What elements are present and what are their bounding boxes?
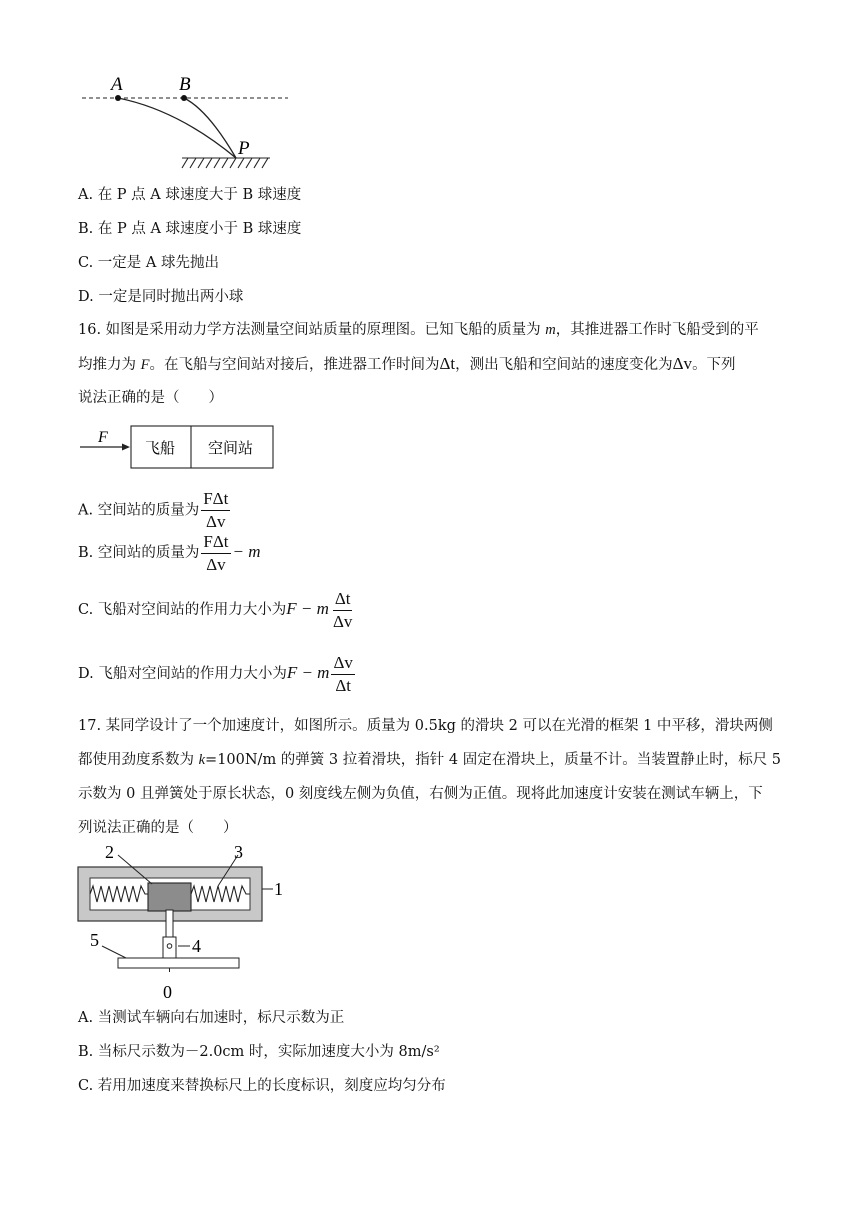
q16-option-b[interactable]: B. 空间站的质量为 $\frac{\text{FΔt}}{\Delta v}$ − m (78, 531, 261, 574)
label-5: 5 (90, 930, 99, 950)
label-0: 0 (163, 982, 172, 1002)
trajectory-figure (78, 70, 298, 175)
q17-option-c[interactable]: C. 若用加速度来替换标尺上的长度标识，刻度应均匀分布 (78, 1078, 446, 1094)
q15-option-d[interactable]: D. 一定是同时抛出两小球 (78, 289, 244, 305)
force-label: F (98, 429, 108, 446)
pointer-rod (166, 910, 173, 938)
q17-stem-line2: 都使用劲度系数为 k=100N/m 的弹簧 3 拉着滑块，指针 4 固定在滑块上，质量不计。当装置静止时，标尺 5 (78, 752, 782, 768)
label-b: B (179, 74, 191, 95)
q15-option-c[interactable]: C. 一定是 A 球先抛出 (78, 255, 219, 271)
q16-option-c[interactable]: C. 飞船对空间站的作用力大小为F − m $\frac{\Delta t}{\Delta v}$ (78, 588, 353, 631)
label-1: 1 (274, 879, 283, 899)
q15-option-b[interactable]: B. 在 P 点 A 球速度小于 B 球速度 (78, 221, 302, 237)
q15-option-a[interactable]: A. 在 P 点 A 球速度大于 B 球速度 (78, 187, 302, 203)
scale-ruler (118, 958, 239, 968)
q17-stem-line1: 17. 某同学设计了一个加速度计，如图所示。质量为 0.5kg 的滑块 2 可以在光滑的框架 1 中平移，滑块两侧 (78, 718, 773, 734)
q16-stem-line1: 16. 如图是采用动力学方法测量空间站质量的原理图。已知飞船的质量为 m，其推进器工作时飞船受到的平 (78, 322, 759, 338)
accelerometer-figure (78, 842, 308, 1002)
trajectory-b (184, 98, 236, 158)
label-3: 3 (234, 842, 243, 862)
q16-stem-line2: 均推力为 F。在飞船与空间站对接后，推进器工作时间为Δt，测出飞船和空间站的速度变化为Δv。下列 (78, 354, 736, 373)
q16-stem-line3: 说法正确的是（ ） (78, 390, 223, 406)
q16-option-a[interactable]: A. 空间站的质量为 $\frac{\text{FΔt}}{\Delta v}$ (78, 489, 229, 531)
station-label: 空间站 (208, 439, 254, 457)
spacecraft-figure (78, 422, 278, 474)
label-a: A (111, 74, 123, 95)
ground-hatch (182, 158, 270, 168)
slider-block (148, 883, 191, 911)
label-p: P (238, 138, 250, 159)
q17-stem-line3: 示数为 0 且弹簧处于原长状态，0 刻度线左侧为负值，右侧为正值。现将此加速度计安装在测试车辆上，下 (78, 786, 763, 802)
q16-option-d[interactable]: D. 飞船对空间站的作用力大小为F − m $\frac{\Delta v}{\Delta t}$ (78, 652, 353, 695)
label-2: 2 (105, 842, 114, 862)
q17-option-a[interactable]: A. 当测试车辆向右加速时，标尺示数为正 (78, 1010, 345, 1026)
label-4: 4 (192, 936, 201, 956)
q17-option-b[interactable]: B. 当标尺示数为－2.0cm 时，实际加速度大小为 8m/s² (78, 1044, 440, 1060)
ship-label: 飞船 (145, 439, 176, 457)
trajectory-a (118, 98, 236, 158)
q17-stem-line4: 列说法正确的是（ ） (78, 820, 238, 836)
